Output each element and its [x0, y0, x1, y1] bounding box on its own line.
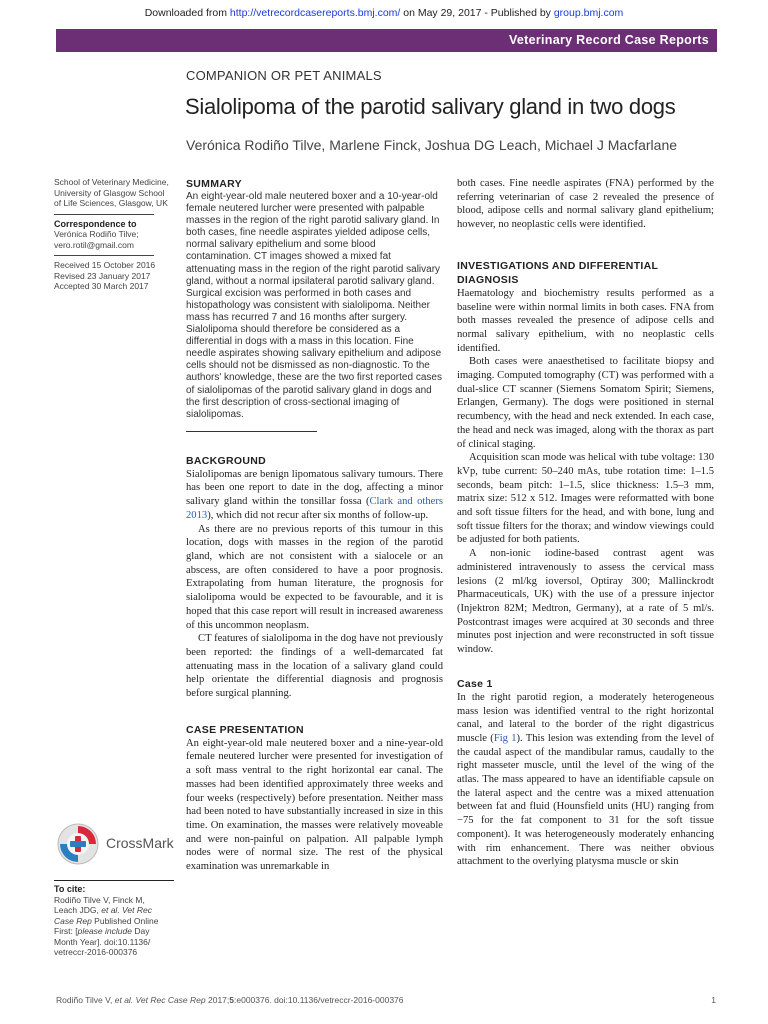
revised-date: Revised 23 January 2017: [54, 270, 151, 281]
cite-line: Case Rep Published Online: [54, 915, 159, 926]
received-date: Received 15 October 2016: [54, 260, 156, 270]
reference-link[interactable]: Clark and others 2013: [186, 496, 443, 521]
footer-citation: Rodiño Tilve V, et al. Vet Rec Case Rep 2017;5:e000376. doi:10.1136/vetreccr-2016-000376: [56, 995, 404, 1005]
sidebar-divider: [54, 255, 154, 256]
cite-heading: To cite:: [54, 884, 86, 894]
crossmark-label: CrossMark: [106, 835, 174, 851]
sidebar-divider: [54, 214, 154, 215]
background-heading: BACKGROUND: [186, 454, 266, 467]
case-presentation-text: An eight-year-old male neutered boxer and a nine-year-old female neutered lurcher were presented for investigation of a soft mass ventral to the right horizontal ear canal. The masses had been identified approximately three weeks and four weeks (respectively) before presentation. Neither mass had been noted to have substantially increased in size in this time. On examination, the masses were relatively moveable and were non-painful on palpation. All palpable lymph nodes were of normal size. The rest of the physical examination was unremarkable in: [186, 737, 443, 873]
cite-line: Month Year]. doi:10.1136/: [54, 936, 151, 947]
cite-line: Leach JDG, et al. Vet Rec: [54, 905, 152, 915]
cite-line: First: [please include Day: [54, 926, 150, 936]
summary-text: An eight-year-old male neutered boxer and a 10-year-old female neutered lurcher were presented with palpable masses in the region of the right parotid salivary gland. In both cases, fine needle aspirates yielded adipose cells, normal salivary epithelium and some blood contamination. CT images showed a mixed fat attenuating mass in the region of the right parotid salivary gland, without a normal ipsilateral parotid salivary gland. Surgical excision was performed in both cases and histopathology was consistent with sialolipoma. Neither mass has recurred 7 and 16 months after surgery. Sialolipoma should therefore be considered as a differential in dogs with a mass in this location. Fine needle aspirates showing salivary epithelium and adipose cells should not be dismissed as non-diagnostic. To the authors' knowledge, these are the two first reported cases of sialolipomas of the parotid salivary gland in dogs and the first description of cross-sectional imaging of sialolipomas.: [186, 191, 442, 420]
summary-heading: SUMMARY: [186, 178, 242, 190]
summary-divider: [186, 431, 317, 432]
author-list: Verónica Rodiño Tilve, Marlene Finck, Joshua DG Leach, Michael J Macfarlane: [186, 137, 678, 153]
cite-line: Rodiño Tilve V, Finck M,: [54, 894, 145, 905]
page-footer: [56, 995, 716, 1005]
journal-banner: Veterinary Record Case Reports: [56, 29, 717, 52]
download-url-link[interactable]: http://vetrecordcasereports.bmj.com/: [229, 7, 401, 19]
case1-text: In the right parotid region, a moderately heterogeneous mass lesion was identified ventral to the right horizontal canal, and lateral to the border of the right digastricus muscle (Fig 1). This lesion was extending from the level of the caudal aspect of the mandibular ramus, caudally to the right masseter muscle, until the level of the wing of the atlas. The mass appeared to have an identifiable capsule on the lateral aspect and the centre was a mixed attenuation between fat and fluid (Hounsfield units (HU) ranging from −75 for the fat component to 31 for the soft tissue component). It was heterogeneously moderately enhancing with rim enhancement. There was neither obvious attachment to the overlying platysma muscle or skin: [457, 691, 714, 868]
crossmark-badge[interactable]: [56, 822, 176, 866]
sidebar-info: [54, 177, 172, 292]
crossmark-icon: [56, 822, 100, 866]
case-presentation-continued: both cases. Fine needle aspirates (FNA) performed by the referring veterinarian of case 2 revealed the presence of blood, adipose cells and normal salivary gland epithelium; however, no neoplastic cells were identified.: [457, 178, 714, 231]
case-presentation-heading: CASE PRESENTATION: [186, 723, 304, 736]
investigations-heading: INVESTIGATIONS AND DIFFERENTIAL DIAGNOSIS: [457, 259, 659, 286]
cite-box: [54, 880, 174, 958]
cite-line: vetreccr-2016-000376: [54, 947, 138, 957]
left-column: [186, 177, 443, 874]
accepted-date: Accepted 30 March 2017: [54, 281, 149, 291]
right-column: [457, 177, 714, 869]
correspondence-heading: Correspondence to: [54, 218, 137, 229]
correspondence-email[interactable]: vero.rotil@gmail.com: [54, 239, 134, 250]
affiliation: School of Veterinary Medicine, University of Glasgow School of Life Sciences, Glasgow, UK: [54, 177, 169, 208]
download-notice: [0, 7, 768, 19]
background-text: Sialolipomas are benign lipomatous salivary tumours. There has been one report to date in the dog, affecting a minor salivary gland within the tonsillar fossa (Clark and others 2013), which did not recur after six months of follow-up. As there are no previous reports of this tumour in this location, dogs with masses in the region of the parotid gland, which are not consistent with a sialocele or an abscess, are often considered to have a poor prognosis. Extrapolating from human literature, the prognosis for sialolipoma would be expected to be favourable, and it is hoped that this case report will result in increased awareness of this uncommon neoplasm. CT features of sialolipoma in the dog have not previously been reported: the findings of a well-demarcated fat attenuating mass in the location of a salivary gland could help orientate the differential diagnosis and prognosis before surgical planning.: [186, 468, 443, 700]
page-number: 1: [711, 995, 716, 1005]
correspondence-name: Verónica Rodiño Tilve;: [54, 229, 139, 239]
figure-link[interactable]: Fig 1: [493, 732, 517, 744]
article-title: Sialolipoma of the parotid salivary gland in two dogs: [185, 94, 676, 119]
download-middle: on May 29, 2017 - Published by: [400, 7, 554, 19]
publisher-link[interactable]: group.bmj.com: [553, 7, 624, 19]
download-prefix: Downloaded from: [144, 7, 230, 19]
section-label: COMPANION OR PET ANIMALS: [186, 68, 382, 83]
case1-heading: Case 1: [457, 677, 493, 690]
investigations-text: Haematology and biochemistry results performed as a baseline were within normal limits in both cases. FNA from both masses revealed the presence of adipose cells and normal salivary epithelium, with no neoplastic cells identified. Both cases were anaesthetised to facilitate biopsy and imaging. Computed tomography (CT) was performed with a dual-slice CT scanner (Siemens Somatom Spirit; Siemens, Erlangen, Germany). The dogs were positioned in sternal recumbency, with the head and neck extended. In each case, the head and neck was imaged, along with the thorax as part of clinical staging. Acquisition scan mode was helical with tube voltage: 130 kVp, tube current: 50–240 mAs, tube rotation time: 1–1.5 seconds, beam pitch: 1–1.5, slice thickness: 1.5–3 mm, matrix size: 512 x 512. Images were reformatted with bone and soft tissue filters for the head, and with bone, lung and soft tissue filters for the thorax; and window viewings could be adjusted for both patients. A non-ionic iodine-based contrast agent was administered intravenously to assess the cervical mass lesions (2 ml/kg ioversol, Optiray 300; Mallinckrodt Pharmaceuticals, UK) with the use of a pressure injector (Injektron 82M; Medtron, Germany), at a rate of 5 ml/s. Postcontrast images were acquired at 30 seconds and three minutes post injection and were reconstructed in soft tissue window.: [457, 287, 714, 656]
